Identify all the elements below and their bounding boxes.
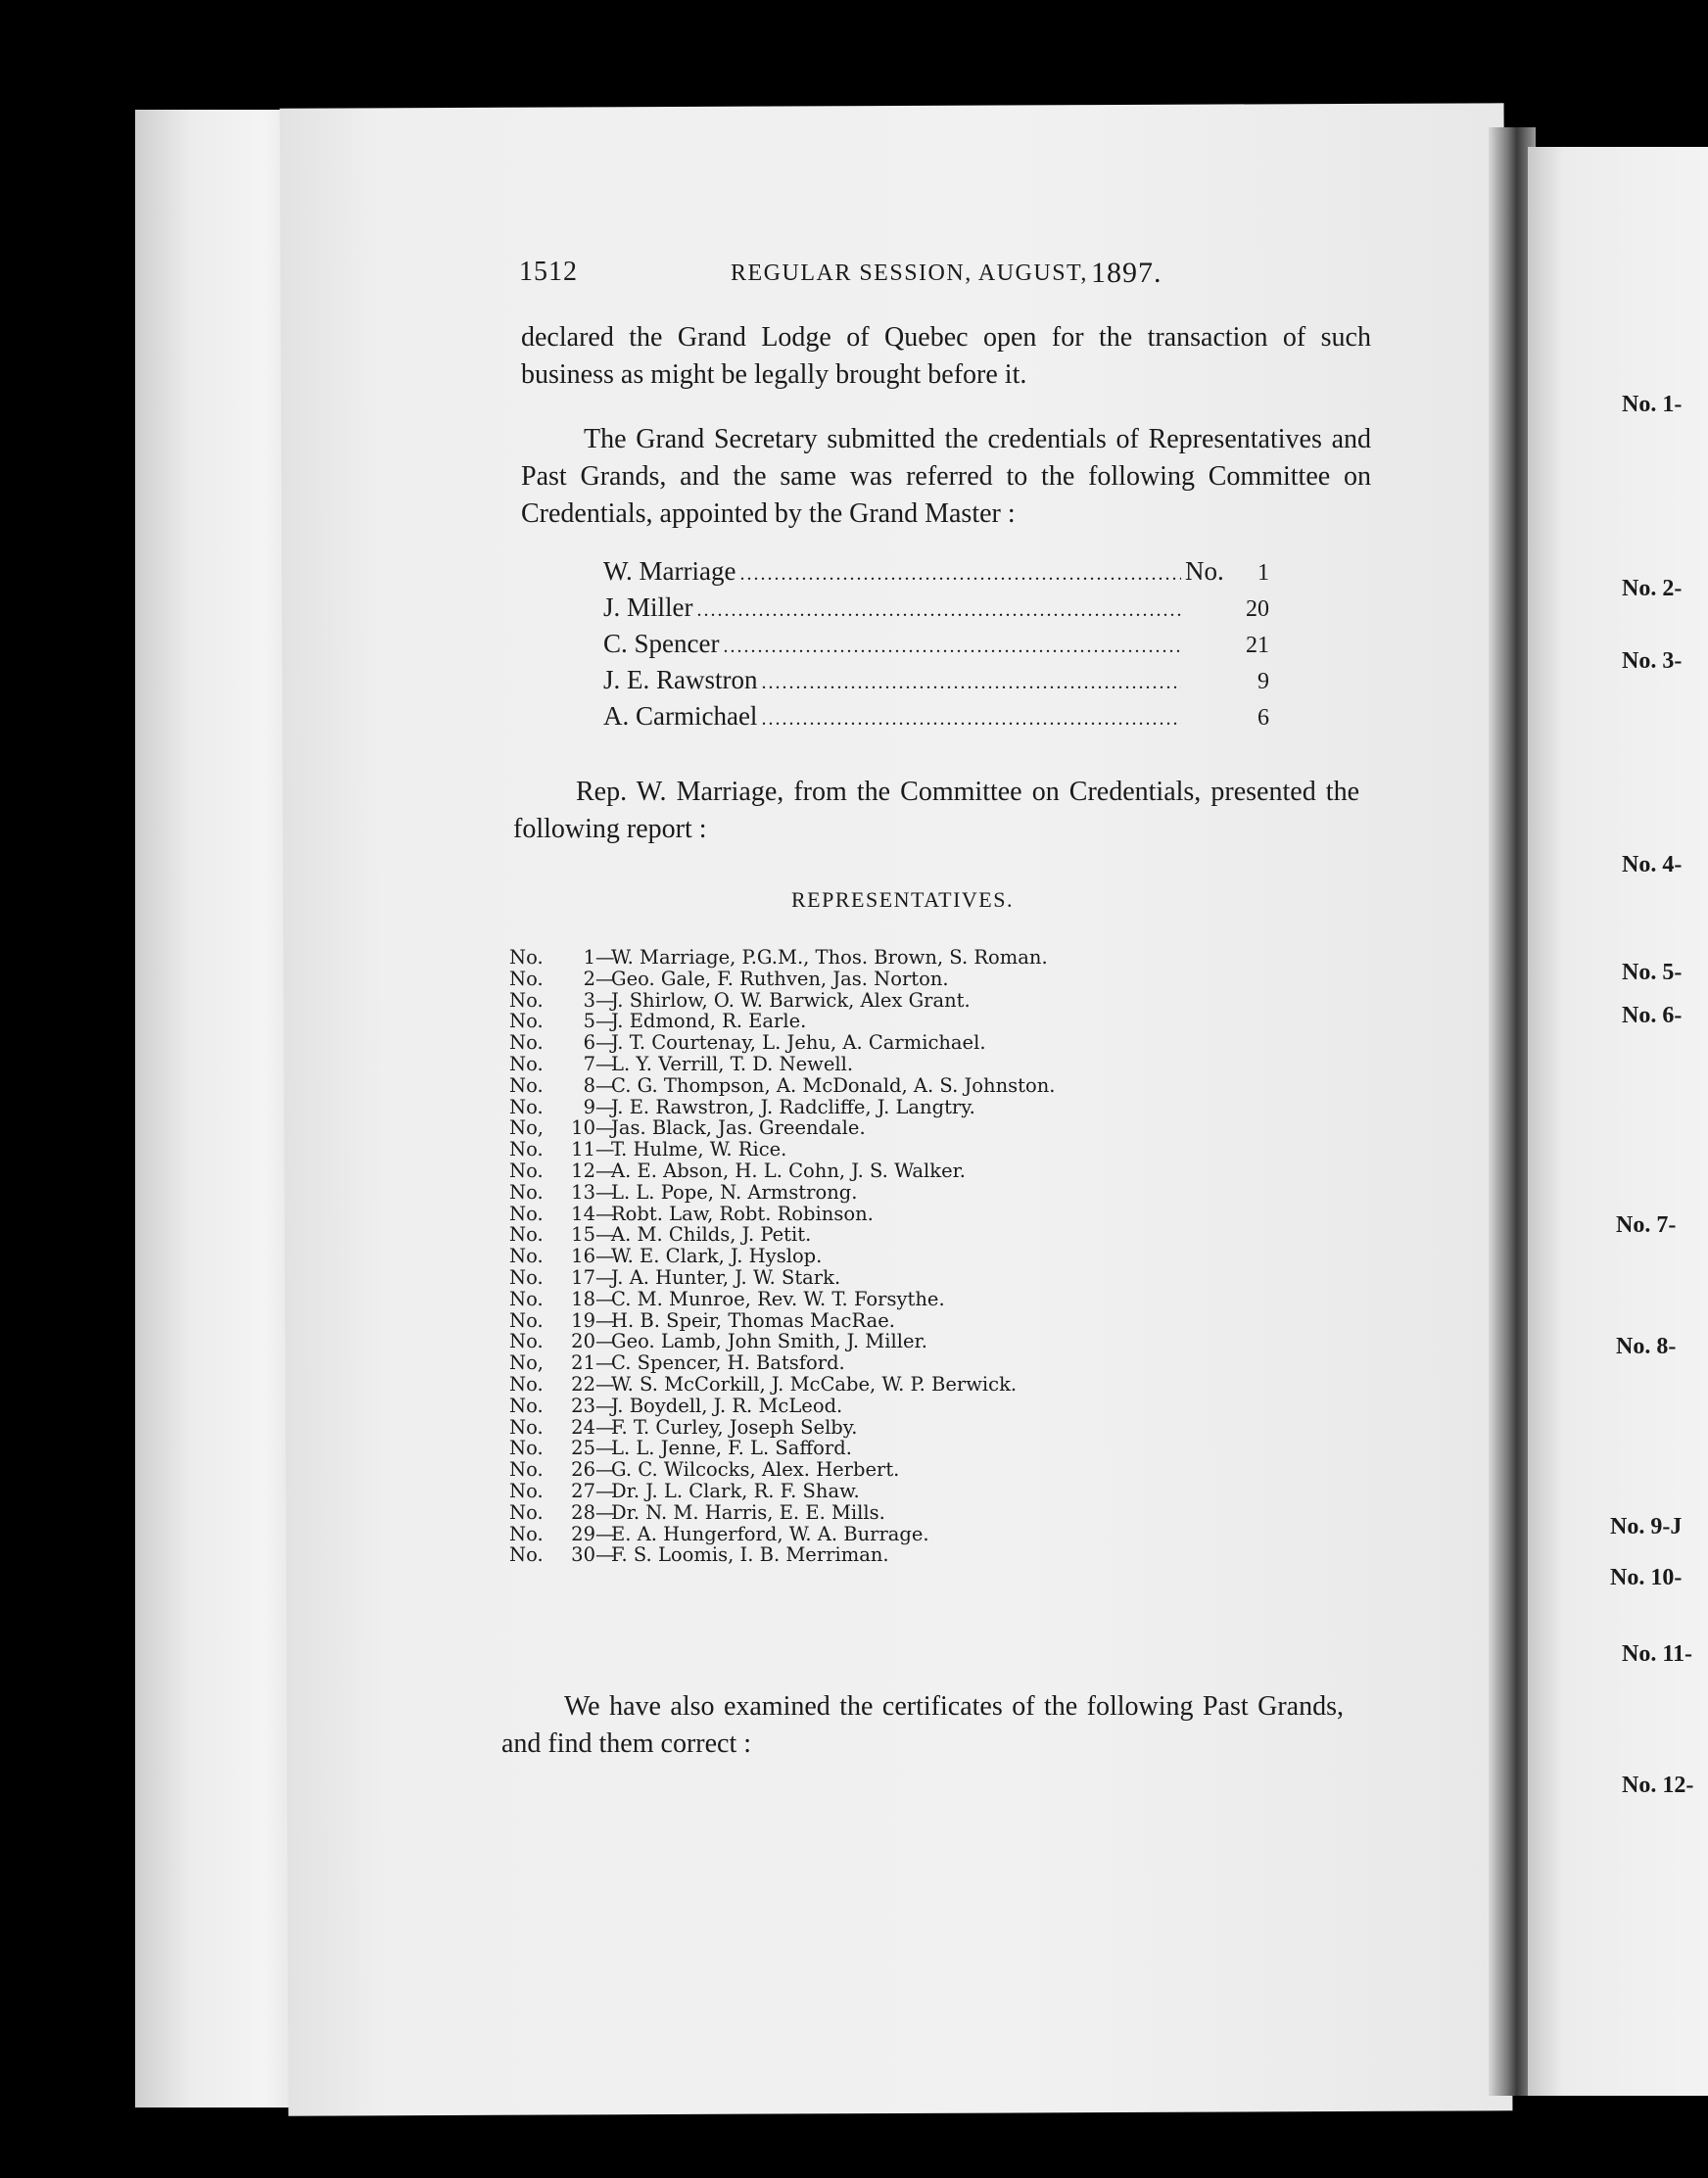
representative-names: F. T. Curley, Joseph Selby. (611, 1415, 858, 1439)
representative-names: C. Spencer, H. Batsford. (611, 1351, 845, 1375)
facing-page-entry: No. 3- (1622, 648, 1683, 674)
representative-row (509, 1374, 1195, 1396)
representative-names: Dr. J. L. Clark, R. F. Shaw. (611, 1479, 860, 1502)
dash-separator: — (595, 1116, 615, 1140)
dash-separator: — (595, 1245, 615, 1268)
dash-separator: — (595, 1180, 615, 1204)
representative-row (509, 1054, 1195, 1075)
facing-page-entry: No. 9-J (1610, 1514, 1683, 1539)
representative-row (509, 1544, 1195, 1566)
representative-lodge-number: 30 (571, 1543, 595, 1567)
representative-no-label: No. (509, 1245, 544, 1268)
facing-page-entry: No. 1- (1622, 392, 1683, 417)
representative-lodge-number: 5 (583, 1010, 595, 1033)
facing-page-entry: No. 12- (1622, 1773, 1694, 1798)
committee-lodge-number: 1 (1257, 560, 1269, 586)
leader-dots (697, 599, 1182, 622)
representative-names: L. L. Pope, N. Armstrong. (611, 1180, 858, 1204)
committee-list (603, 556, 1269, 737)
representative-no-label: No. (509, 1522, 544, 1545)
committee-lodge-number: 20 (1246, 596, 1269, 622)
dash-separator: — (595, 1265, 615, 1289)
representative-no-label: No. (509, 1479, 544, 1502)
representative-row (509, 1438, 1195, 1459)
dash-separator: — (595, 967, 615, 990)
facing-page-entry: No. 5- (1622, 960, 1683, 985)
page-number: 1512 (519, 257, 578, 287)
representative-lodge-number: 19 (571, 1308, 595, 1332)
representative-names: Robt. Law, Robt. Robinson. (611, 1202, 874, 1225)
representative-no-label: No. (509, 1372, 544, 1396)
representative-no-label: No. (509, 1543, 544, 1567)
representative-row (509, 1204, 1195, 1225)
representative-no-label: No. (509, 1202, 544, 1225)
representative-lodge-number: 12 (571, 1159, 595, 1182)
leader-dots (739, 563, 1181, 586)
representative-lodge-number: 28 (571, 1500, 595, 1524)
dash-separator: — (595, 1159, 615, 1182)
representative-row (509, 947, 1195, 969)
representative-no-label: No. (509, 1500, 544, 1524)
representative-names: J. A. Hunter, J. W. Stark. (611, 1265, 841, 1289)
facing-page-entry: No. 6- (1622, 1003, 1683, 1028)
representative-row (509, 1246, 1195, 1267)
representative-names: H. B. Speir, Thomas MacRae. (611, 1308, 895, 1332)
representative-no-label: No. (509, 1223, 544, 1247)
representative-no-label: No. (509, 1308, 544, 1332)
facing-page-entry: No. 10- (1610, 1565, 1683, 1590)
committee-member-name: J. Miller (603, 592, 693, 622)
header-title: REGULAR SESSION, AUGUST, (731, 260, 1088, 286)
representative-lodge-number: 23 (571, 1394, 595, 1417)
dash-separator: — (595, 1223, 615, 1247)
representative-names: E. A. Hungerford, W. A. Burrage. (611, 1522, 929, 1545)
dash-separator: — (595, 1415, 615, 1439)
representative-no-label: No. (509, 1415, 544, 1439)
dash-separator: — (595, 1479, 615, 1502)
representative-row (509, 1396, 1195, 1417)
committee-row (603, 665, 1269, 701)
representative-row (509, 1097, 1195, 1118)
representative-lodge-number: 18 (571, 1287, 595, 1310)
representative-row (509, 1417, 1195, 1439)
representative-row (509, 1032, 1195, 1054)
dash-separator: — (595, 1287, 615, 1310)
dash-separator: — (595, 1522, 615, 1545)
representative-row (509, 1011, 1195, 1032)
representatives-heading: REPRESENTATIVES. (791, 887, 1014, 912)
representative-no-label: No. (509, 1052, 544, 1075)
representative-names: W. S. McCorkill, J. McCabe, W. P. Berwick. (611, 1372, 1018, 1396)
representative-lodge-number: 10 (571, 1116, 595, 1140)
facing-page-entry: No. 8- (1616, 1334, 1677, 1359)
representative-no-label: No. (509, 1159, 544, 1182)
representative-names: J. E. Rawstron, J. Radcliffe, J. Langtry. (611, 1095, 975, 1118)
representative-lodge-number: 9 (583, 1095, 595, 1118)
dash-separator: — (595, 1437, 615, 1460)
representative-lodge-number: 3 (583, 988, 595, 1012)
committee-lodge-number: 21 (1246, 633, 1269, 658)
committee-member-name: W. Marriage (603, 556, 736, 586)
representative-row (509, 1224, 1195, 1246)
dash-separator: — (595, 1372, 615, 1396)
representative-names: W. E. Clark, J. Hyslop. (611, 1245, 823, 1268)
facing-page-entry: No. 7- (1616, 1212, 1677, 1238)
past-grands-paragraph: We have also examined the certificates of the following Past Grands, and find them correct : (501, 1691, 1344, 1759)
dash-separator: — (595, 1351, 615, 1375)
representative-lodge-number: 8 (583, 1073, 595, 1097)
representative-lodge-number: 24 (571, 1415, 595, 1439)
representative-row (509, 969, 1195, 990)
committee-lodge-number: 6 (1257, 705, 1269, 731)
representative-no-label: No. (509, 1073, 544, 1097)
representative-no-label: No. (509, 1180, 544, 1204)
dash-separator: — (595, 1330, 615, 1353)
representative-no-label: No. (509, 988, 544, 1012)
representative-names: Jas. Black, Jas. Greendale. (611, 1116, 866, 1140)
report-intro-paragraph: Rep. W. Marriage, from the Committee on Credentials, presented the following report : (513, 777, 1359, 844)
representative-row (509, 1289, 1195, 1310)
dash-separator: — (595, 1543, 615, 1567)
representative-lodge-number: 2 (583, 967, 595, 990)
representative-names: W. Marriage, P.G.M., Thos. Brown, S. Roman. (611, 946, 1048, 969)
representative-no-label: No. (509, 1394, 544, 1417)
facing-page-entry: No. 2- (1622, 576, 1683, 601)
representative-lodge-number: 22 (571, 1372, 595, 1396)
representative-row (509, 1182, 1195, 1204)
representative-row (509, 1352, 1195, 1374)
committee-row (603, 701, 1269, 737)
representative-row (509, 1075, 1195, 1097)
representative-names: A. E. Abson, H. L. Cohn, J. S. Walker. (611, 1159, 967, 1182)
facing-page-entry: No. 11- (1622, 1641, 1692, 1667)
representative-no-label: No, (509, 1351, 545, 1375)
representative-lodge-number: 29 (571, 1522, 595, 1545)
leader-dots (761, 708, 1181, 731)
representative-row (509, 1481, 1195, 1502)
representative-row (509, 1331, 1195, 1352)
committee-row (603, 556, 1269, 592)
representative-no-label: No. (509, 967, 544, 990)
representative-row (509, 1267, 1195, 1289)
representative-no-label: No. (509, 1330, 544, 1353)
leader-dots (723, 636, 1181, 658)
representative-row (509, 1117, 1195, 1139)
dash-separator: — (595, 1308, 615, 1332)
representative-names: J. Shirlow, O. W. Barwick, Alex Grant. (611, 988, 971, 1012)
credentials-intro-paragraph: The Grand Secretary submitted the credentials of Representatives and Past Grands, and the same was referred to the following Committee on Credentials, appointed by the Grand Master : (521, 424, 1371, 529)
dash-separator: — (595, 1010, 615, 1033)
representative-names: G. C. Wilcocks, Alex. Herbert. (611, 1458, 900, 1482)
representative-lodge-number: 6 (583, 1031, 595, 1055)
representative-names: A. M. Childs, J. Petit. (611, 1223, 812, 1247)
representative-lodge-number: 26 (571, 1458, 595, 1482)
representative-names: J. T. Courtenay, L. Jehu, A. Carmichael. (611, 1031, 986, 1055)
representative-row (509, 1139, 1195, 1160)
committee-no-label: No. (1185, 556, 1224, 586)
representative-lodge-number: 13 (571, 1180, 595, 1204)
representative-names: L. Y. Verrill, T. D. Newell. (611, 1052, 854, 1075)
representative-lodge-number: 14 (571, 1202, 595, 1225)
representative-no-label: No. (509, 1437, 544, 1460)
dash-separator: — (595, 1031, 615, 1055)
representative-lodge-number: 27 (571, 1479, 595, 1502)
representative-names: F. S. Loomis, I. B. Merriman. (611, 1543, 889, 1567)
representative-names: J. Boydell, J. R. McLeod. (611, 1394, 843, 1417)
committee-member-name: C. Spencer (603, 629, 720, 658)
representative-row (509, 1160, 1195, 1182)
dash-separator: — (595, 1138, 615, 1161)
dash-separator: — (595, 1052, 615, 1075)
representative-no-label: No. (509, 946, 544, 969)
representative-no-label: No. (509, 1138, 544, 1161)
representative-no-label: No, (509, 1116, 545, 1140)
representatives-list (509, 947, 1195, 1566)
representative-names: Dr. N. M. Harris, E. E. Mills. (611, 1500, 885, 1524)
committee-row (603, 629, 1269, 665)
facing-page-entry: No. 4- (1622, 852, 1683, 877)
representative-lodge-number: 21 (571, 1351, 595, 1375)
representative-names: C. G. Thompson, A. McDonald, A. S. Johnston. (611, 1073, 1056, 1097)
dash-separator: — (595, 1500, 615, 1524)
opening-paragraph: declared the Grand Lodge of Quebec open for the transaction of such business as might be legally brought before it. (521, 322, 1371, 390)
representative-names: L. L. Jenne, F. L. Safford. (611, 1437, 852, 1460)
dash-separator: — (595, 1202, 615, 1225)
representative-lodge-number: 7 (583, 1052, 595, 1075)
representative-names: Geo. Gale, F. Ruthven, Jas. Norton. (611, 967, 949, 990)
representative-lodge-number: 25 (571, 1437, 595, 1460)
representative-lodge-number: 1 (583, 946, 595, 969)
representative-lodge-number: 15 (571, 1223, 595, 1247)
representative-row (509, 1310, 1195, 1332)
representative-no-label: No. (509, 1095, 544, 1118)
representative-no-label: No. (509, 1031, 544, 1055)
representative-no-label: No. (509, 1265, 544, 1289)
representative-row (509, 1524, 1195, 1545)
dash-separator: — (595, 946, 615, 969)
leader-dots (762, 672, 1182, 694)
committee-member-name: J. E. Rawstron (603, 665, 758, 694)
committee-lodge-number: 9 (1257, 669, 1269, 694)
running-header (519, 257, 1205, 296)
dash-separator: — (595, 988, 615, 1012)
representative-lodge-number: 20 (571, 1330, 595, 1353)
dash-separator: — (595, 1458, 615, 1482)
dash-separator: — (595, 1095, 615, 1118)
representative-names: T. Hulme, W. Rice. (611, 1138, 787, 1161)
committee-row (603, 592, 1269, 629)
representative-row (509, 990, 1195, 1012)
representative-no-label: No. (509, 1010, 544, 1033)
dash-separator: — (595, 1073, 615, 1097)
representative-lodge-number: 11 (571, 1138, 595, 1161)
representative-no-label: No. (509, 1287, 544, 1310)
representative-row (509, 1502, 1195, 1524)
committee-member-name: A. Carmichael (603, 701, 758, 731)
dash-separator: — (595, 1394, 615, 1417)
representative-lodge-number: 17 (571, 1265, 595, 1289)
representative-row (509, 1459, 1195, 1481)
representative-names: J. Edmond, R. Earle. (611, 1010, 807, 1033)
representative-no-label: No. (509, 1458, 544, 1482)
header-year: 1897. (1091, 257, 1162, 289)
representative-names: C. M. Munroe, Rev. W. T. Forsythe. (611, 1287, 945, 1310)
representative-names: Geo. Lamb, John Smith, J. Miller. (611, 1330, 927, 1353)
representative-lodge-number: 16 (571, 1245, 595, 1268)
